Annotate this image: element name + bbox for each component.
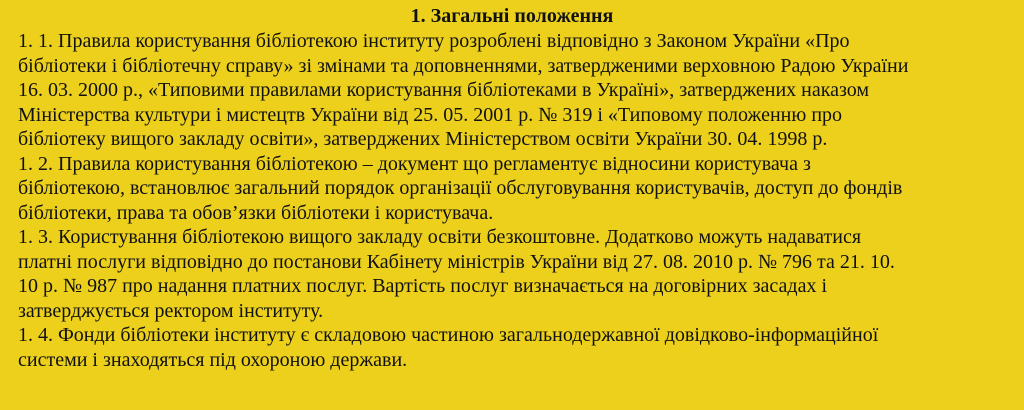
- text-line: Міністерства культури і мистецтв України від 25. 05. 2001 р. № 319 і «Типовому положенню про: [18, 103, 843, 126]
- text-line: бібліотекою, встановлює загальний порядок організації обслуговування користувачів, доступ до фондів: [18, 177, 903, 199]
- text-line: бібліотеку вищого закладу освіти», затверджених Міністерством освіти України 30. 04. 1998 р.: [18, 128, 828, 150]
- text-line: 10 р. № 987 про надання платних послуг. Вартість послуг визначається на договірних засадах і: [18, 275, 828, 297]
- section-body: [18, 29, 1006, 372]
- text-line: 1. 1. Правила користування бібліотекою інституту розроблені відповідно з Законом України «Про: [18, 30, 850, 52]
- text-line: системи і знаходяться під охороною держави.: [18, 348, 408, 371]
- section-title: 1. Загальні положення: [410, 5, 614, 27]
- text-line: платні послуги відповідно до постанови Кабінету міністрів України від 27. 08. 2010 р. № 796 та 21. 10.: [18, 250, 895, 273]
- text-line: 1. 2. Правила користування бібліотекою – документ що регламентує відносини користувача з: [18, 152, 811, 175]
- text-line: бібліотеки і бібліотечну справу» зі змінами та доповненнями, затвердженими верховною Радою України: [18, 54, 909, 77]
- text-line: 1. 4. Фонди бібліотеки інституту є складовою частиною загальнодержавної довідково-інформаційної: [18, 324, 879, 346]
- text-line: 16. 03. 2000 р., «Типовими правилами користування бібліотеками в Україні», затверджених наказом: [18, 79, 870, 101]
- text-line: бібліотеки, права та обов’язки бібліотеки і користувача.: [18, 201, 494, 224]
- text-line: затверджується ректором інституту.: [18, 299, 324, 322]
- text-line: 1. 3. Користування бібліотекою вищого закладу освіти безкоштовне. Додатково можуть надаватися: [18, 226, 862, 248]
